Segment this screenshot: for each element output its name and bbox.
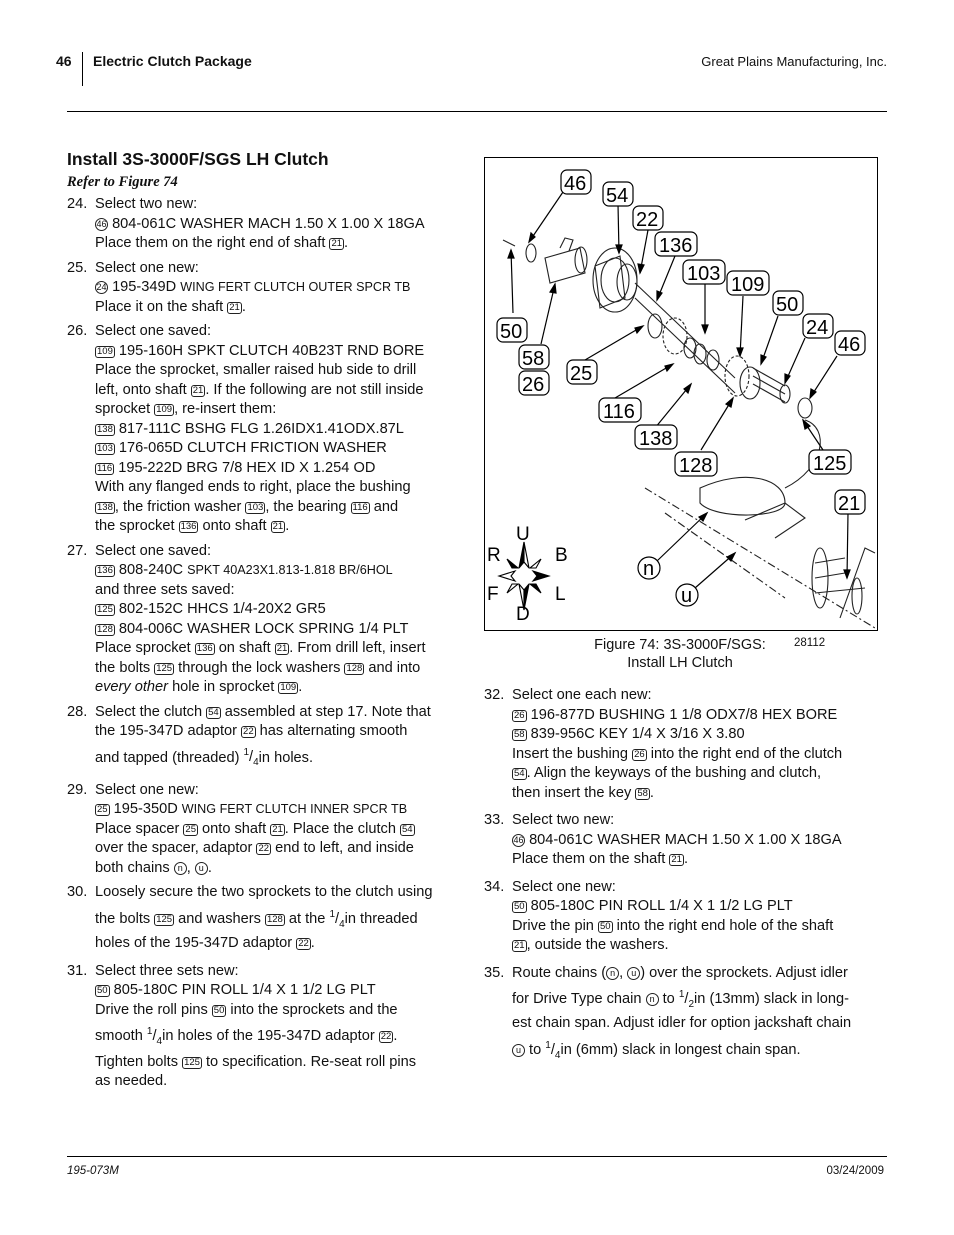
right-column [484, 686, 879, 1070]
page-number: 46 [56, 53, 72, 69]
figure-id: 28112 [794, 637, 826, 649]
callout-46b: 46 [838, 334, 861, 356]
left-column [67, 148, 462, 1094]
header-section-title: Electric Clutch Package [93, 53, 252, 69]
callout-21: 21 [838, 493, 861, 515]
callout-58: 58 [522, 348, 545, 370]
footer-rule [67, 1156, 887, 1157]
callout-46: 46 [564, 173, 587, 195]
callout-24: 24 [806, 317, 829, 339]
compass-lower-left: F [487, 584, 499, 605]
callout-50: 50 [776, 294, 799, 316]
compass-lower-right: L [555, 584, 566, 605]
step-28: 28. Select the clutch 54 assembled at step 17. Note that the 195-347D adaptor 22 has alternating smooth and tapped (threaded) $^1/_4in$ holes. [67, 703, 431, 769]
callout-50b: 50 [500, 321, 523, 343]
step-24: 24. Select two new: 46 804-061C WASHER MACH 1.50 X 1.00 X 18GA Place them on the right end of shaft 21 . [67, 196, 425, 251]
step-list [67, 195, 462, 1089]
section-title: Install 3S-3000F/SGS LH Clutch [67, 149, 329, 169]
step-32: 32. Select one each new: 26 196-877D BUSHING 1 1/8 ODX7/8 HEX BORE 58 839-956C KEY 1/4 X 3/16 X 3.80 Insert the bushing 26 into the right end of the clutch 54 . Align the keyways of the bushing and clutch, then insert the key 58 . [484, 687, 843, 801]
callout-136: 136 [659, 235, 693, 257]
callout-26: 26 [522, 374, 545, 396]
clutch-assembly-drawing [503, 238, 875, 628]
footer-doc-number: 195-073M [67, 1165, 119, 1177]
header-rule [67, 111, 887, 112]
header-company: Great Plains Manufacturing, Inc. [701, 54, 887, 69]
step-26: 26. Select one saved: 109 195-160H SPKT CLUTCH 40B23T RND BORE Place the sprocket, smaller raised hub side to drill left, onto shaft 21 . If the following are not still inside sprocket 109 , re-insert them: 138 817-111C BSHG FLG 1.26IDX1.41ODX.87L 103 176-065D CLUTCH FRICTION WASHER 116 195-222D BRG 7/8 HEX ID X 1.254 OD With any flanged ends to right, place the bushing 138 , the friction washer 103 , the bearing 116 and the sprocket 136 onto shaft 21 . [67, 323, 425, 534]
step-34: 34. Select one new: 50 805-180C PIN ROLL 1/4 X 1 1/2 LG PLT Drive the pin 50 into the right end hole of the shaft 21 , outside the washers. [484, 878, 834, 953]
step-30: 30. Loosely secure the two sprockets to the clutch using the bolts 125 and washers 128 at the $^1/_4in$ threaded holes of the 195-347D adaptor 22 . [67, 884, 433, 952]
compass-down: D [516, 604, 530, 625]
step-33: 33. Select two new: 46 804-061C WASHER MACH 1.50 X 1.00 X 18GA Place them on the shaft 21 . [484, 812, 842, 867]
compass-right: B [555, 545, 568, 566]
callout-116: 116 [603, 401, 635, 423]
callout-25: 25 [570, 363, 593, 385]
callout-103: 103 [687, 263, 721, 285]
compass-rose-icon [499, 542, 549, 610]
callout-138: 138 [639, 428, 673, 450]
header-divider [82, 52, 83, 86]
step-list-continued [484, 686, 879, 1065]
step-25: 25. Select one new: 24 195-349D WING FERT CLUTCH OUTER SPCR TB Place it on the shaft 21 . [67, 259, 411, 315]
step-31: 31. Select three sets new: 50 805-180C PIN ROLL 1/4 X 1 1/2 LG PLT Drive the roll pins 50 into the sprockets and the smooth $^1/_4in$ holes of the 195-347D adaptor 22 . Tighten bolts 125 to specification. Re-seat roll pins as needed. [67, 962, 417, 1089]
step-27: 27. Select one saved: 136 808-240C SPKT 40A23X1.813-1.818 BR/6HOL and three sets saved: 125 802-152C HHCS 1/4-20X2 GR5 128 804-006C WASHER LOCK SPRING 1/4 PLT Place sprocket 136 on shaft 21 . From drill left, insert the bolts 125 through the lock washers 128 and into every other hole in sprocket 109 . [67, 542, 426, 695]
compass-left: R [487, 545, 501, 566]
footer-date: 03/24/2009 [826, 1165, 884, 1177]
callout-u: u [681, 585, 693, 607]
callout-22: 22 [636, 209, 659, 231]
callout-n: n [643, 558, 655, 580]
figure-caption: Figure 74: 3S-3000F/SGS: Install LH Clutch [594, 637, 766, 671]
step-29: 29. Select one new: 25 195-350D WING FERT CLUTCH INNER SPCR TB Place spacer 25 onto shaft 21 . Place the clutch 54 over the spacer, adaptor 22 end to left, and inside both chains n , u . [67, 781, 414, 876]
callout-128: 128 [679, 455, 713, 477]
step-35: 35. Route chains ( n , u ) over the sprockets. Adjust idler for Drive Type chain n to $^1/_2in$ (13mm) slack in long- est chain span. Adjust idler for option jackshaft chain u to $^1/_4in$ (6mm) slack in longest chain span. [484, 964, 852, 1061]
callout-125: 125 [813, 453, 847, 475]
callout-labels [497, 170, 865, 607]
figure-74 [484, 157, 878, 631]
figure-reference: Refer to Figure 74 [67, 174, 178, 190]
callout-109: 109 [731, 274, 765, 296]
compass-up: U [516, 524, 530, 545]
callout-54: 54 [606, 185, 629, 207]
clutch-exploded-diagram [485, 158, 877, 630]
